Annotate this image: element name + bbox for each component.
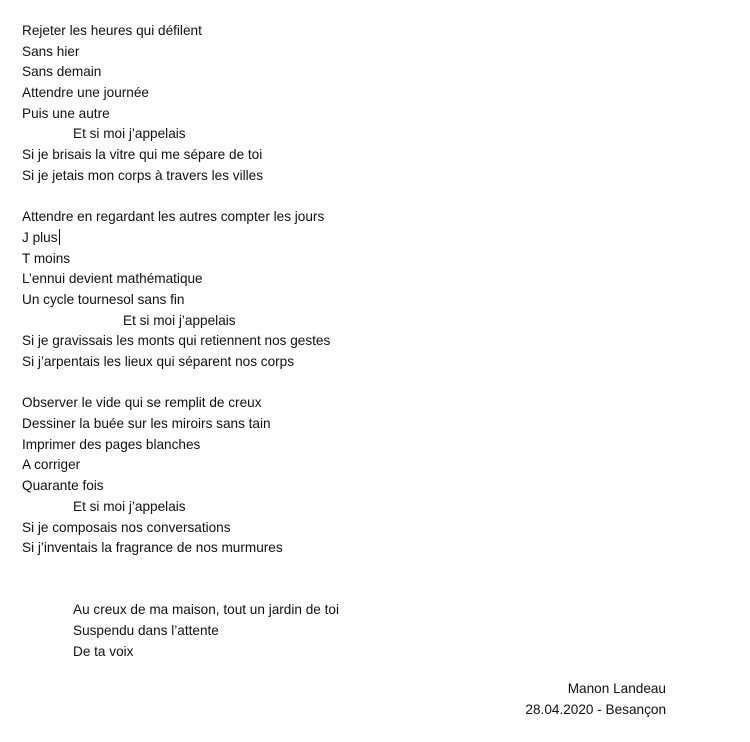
stanza-3 xyxy=(22,393,702,559)
poem-line: Attendre en regardant les autres compter les jours xyxy=(22,209,325,225)
refrain-line: Et si moi j’appelais xyxy=(123,312,236,328)
refrain-line: Et si moi j’appelais xyxy=(73,126,186,142)
poem-line: Attendre une journée xyxy=(22,85,149,101)
closing-line: Suspendu dans l’attente xyxy=(73,622,219,638)
poem-line: Si je composais nos conversations xyxy=(22,519,231,535)
author-name: Manon Landeau xyxy=(567,681,666,696)
poem-line: Sans hier xyxy=(22,43,80,59)
refrain-line: Et si moi j’appelais xyxy=(73,498,186,514)
poem-body xyxy=(22,21,702,662)
date-place: 28.04.2020 - Besançon xyxy=(525,701,666,717)
poem-line: Quarante fois xyxy=(22,478,104,494)
stanza-1 xyxy=(22,21,702,187)
poem-line: Si j’arpentais les lieux qui séparent nos corps xyxy=(22,354,295,369)
poem-line: Dessiner la buée sur les miroirs sans tain xyxy=(22,416,271,432)
poem-line: Imprimer des pages blanches xyxy=(22,436,201,452)
closing-stanza xyxy=(22,600,702,662)
stanza-gap xyxy=(22,580,702,601)
poem-line: Si je brisais la vitre qui me sépare de toi xyxy=(22,147,263,163)
poem-line: T moins xyxy=(22,250,71,266)
poem-line: Puis une autre xyxy=(22,105,110,121)
poem-line-text: J plus xyxy=(22,229,58,245)
stanza-gap xyxy=(22,373,702,394)
poem-line-with-cursor[interactable] xyxy=(22,228,702,249)
stanza-2 xyxy=(22,207,702,373)
poem-line: Rejeter les heures qui défilent xyxy=(22,23,202,38)
poem-line: Un cycle tournesol sans fin xyxy=(22,291,185,307)
poem-line: L’ennui devient mathématique xyxy=(22,271,203,287)
poem-line: A corriger xyxy=(22,457,81,473)
stanza-gap xyxy=(22,559,702,580)
poem-line: Sans demain xyxy=(22,64,102,80)
signature-block xyxy=(525,679,666,720)
poem-line: Observer le vide qui se remplit de creux xyxy=(22,395,262,411)
closing-line: Au creux de ma maison, tout un jardin de toi xyxy=(73,602,339,618)
poem-line: Si j’inventais la fragrance de nos murmures xyxy=(22,540,283,556)
closing-line: De ta voix xyxy=(73,643,134,659)
poem-line: Si je jetais mon corps à travers les villes xyxy=(22,167,263,183)
text-cursor xyxy=(59,229,60,245)
poem-line: Si je gravissais les monts qui retiennent nos gestes xyxy=(22,333,331,349)
stanza-gap xyxy=(22,187,702,208)
